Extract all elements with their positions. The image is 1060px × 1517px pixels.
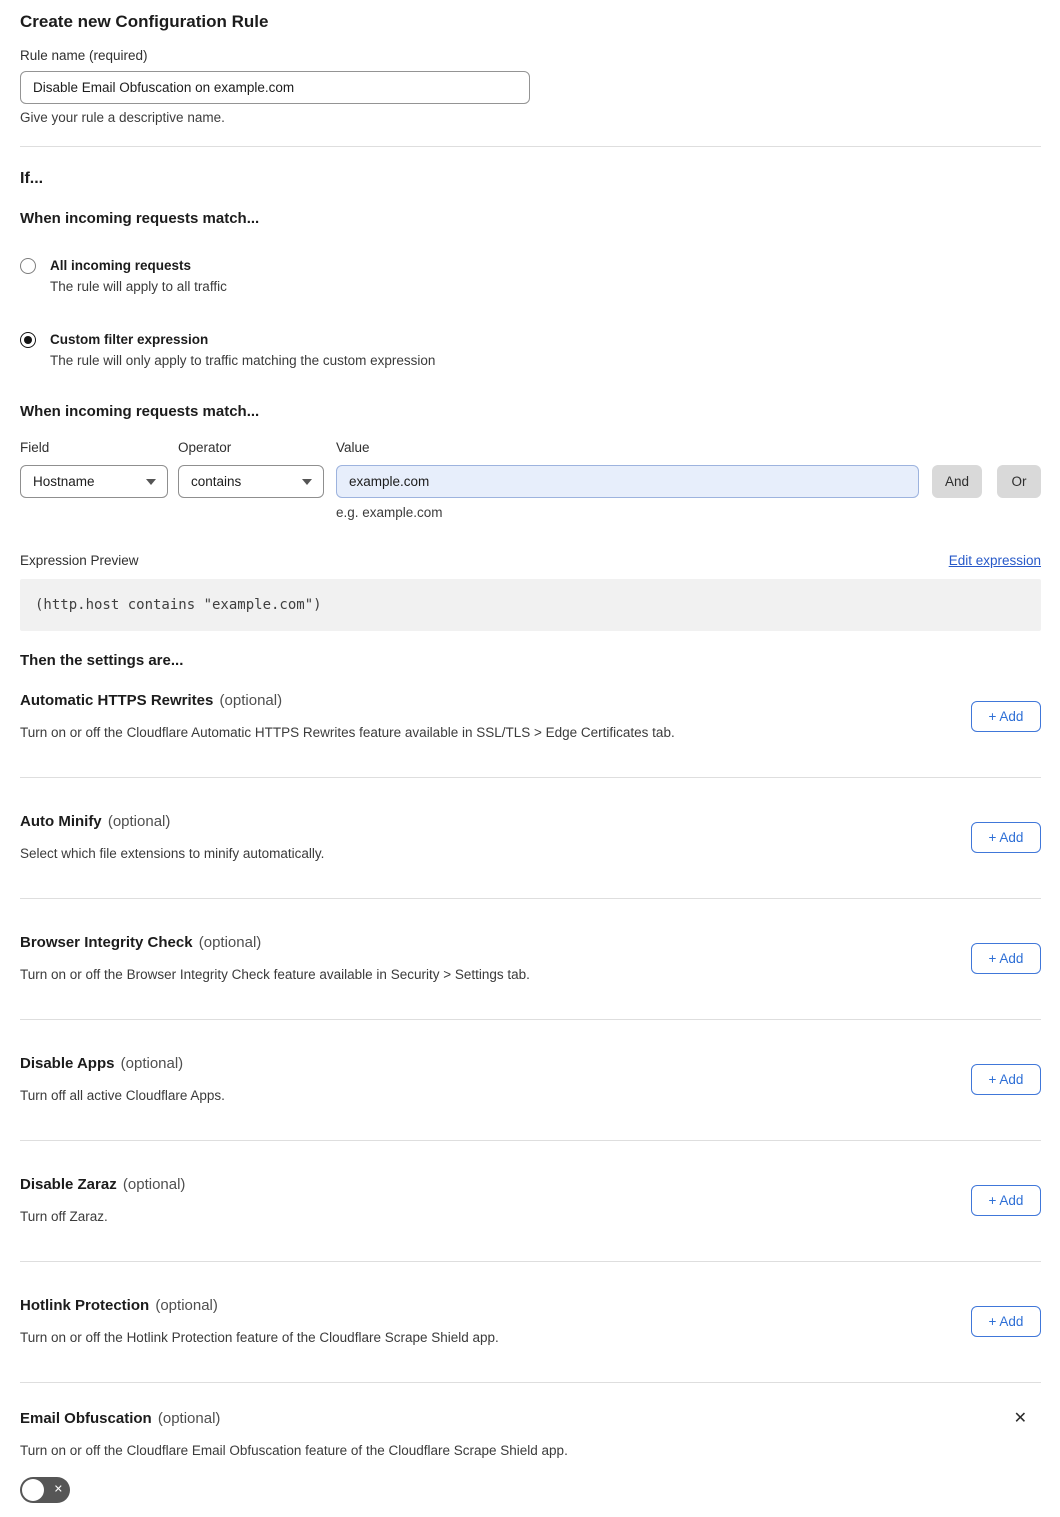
expression-code-text: (http.host contains "example.com") [35,597,322,613]
value-label: Value [336,440,370,455]
rule-name-helper: Give your rule a descriptive name. [20,110,225,125]
setting-description: Turn off all active Cloudflare Apps. [20,1088,225,1103]
setting-section-disable-apps [20,1020,1041,1141]
edit-expression-link[interactable]: Edit expression [948,553,1041,568]
radio-option-description: The rule will only apply to traffic matching the custom expression [50,353,436,368]
or-button[interactable]: Or [997,465,1041,498]
expression-preview-label: Expression Preview [20,553,139,568]
radio-option-description: The rule will apply to all traffic [50,279,227,294]
field-select-value: Hostname [33,474,95,489]
builder-column-labels [20,440,1041,455]
expression-builder-row [20,465,1041,498]
setting-title: Disable Zaraz (optional) [20,1176,186,1193]
and-button[interactable]: And [932,465,982,498]
add-button[interactable]: + Add [971,1306,1041,1337]
setting-section-auto-minify [20,778,1041,899]
setting-description: Turn on or off the Browser Integrity Check feature available in Security > Settings tab. [20,967,530,982]
setting-description: Turn on or off the Hotlink Protection feature of the Cloudflare Scrape Shield app. [20,1330,499,1345]
page-title: Create new Configuration Rule [20,12,269,31]
setting-description: Turn on or off the Cloudflare Email Obfuscation feature of the Cloudflare Scrape Shield app. [20,1443,568,1458]
setting-title: Disable Apps (optional) [20,1055,184,1072]
builder-heading: When incoming requests match... [20,403,260,420]
setting-description: Turn off Zaraz. [20,1209,108,1224]
setting-title: Hotlink Protection (optional) [20,1297,218,1314]
setting-section-hotlink-protection [20,1262,1041,1383]
setting-section-browser-integrity-check [20,899,1041,1020]
operator-select[interactable] [178,465,324,498]
add-button[interactable]: + Add [971,822,1041,853]
add-button[interactable]: + Add [971,701,1041,732]
setting-title: Automatic HTTPS Rewrites (optional) [20,692,283,709]
rule-name-label: Rule name (required) [20,48,148,63]
if-heading: If... [20,170,44,187]
radio-option-label: All incoming requests [50,258,192,273]
settings-heading: Then the settings are... [20,652,184,669]
value-hint: e.g. example.com [336,505,443,520]
match-subheading: When incoming requests match... [20,210,260,227]
radio-option-label: Custom filter expression [50,332,209,347]
rule-name-input[interactable] [20,71,530,104]
setting-description: Select which file extensions to minify automatically. [20,846,325,861]
setting-title: Auto Minify (optional) [20,813,171,830]
add-button[interactable]: + Add [971,1185,1041,1216]
setting-title: Browser Integrity Check (optional) [20,934,262,951]
chevron-down-icon [146,479,156,485]
setting-description: Turn on or off the Cloudflare Automatic HTTPS Rewrites feature available in SSL/TLS > Edge Certificates tab. [20,725,675,740]
operator-select-value: contains [191,474,242,489]
setting-title: Email Obfuscation (optional) [20,1410,221,1427]
value-input[interactable] [336,465,919,498]
setting-section-automatic-https-rewrites [20,669,1041,778]
radio-checked[interactable] [20,332,36,348]
add-button[interactable]: + Add [971,1064,1041,1095]
divider [20,146,1041,147]
radio-option-all-requests[interactable] [20,258,1041,295]
email-obfuscation-toggle[interactable] [20,1477,70,1503]
expression-preview-code [20,579,1041,631]
operator-label: Operator [178,440,232,455]
add-button[interactable]: + Add [971,943,1041,974]
close-icon[interactable]: ✕ [1013,1410,1027,1427]
toggle-knob-icon [22,1479,44,1501]
chevron-down-icon [302,479,312,485]
toggle-off-icon: ✕ [53,1483,63,1496]
expression-preview-header [20,553,1041,568]
radio-unchecked[interactable] [20,258,36,274]
field-select[interactable] [20,465,168,498]
radio-option-custom-expression[interactable] [20,332,1041,369]
field-label: Field [20,440,50,455]
setting-section-email-obfuscation [20,1383,1041,1503]
setting-section-disable-zaraz [20,1141,1041,1262]
